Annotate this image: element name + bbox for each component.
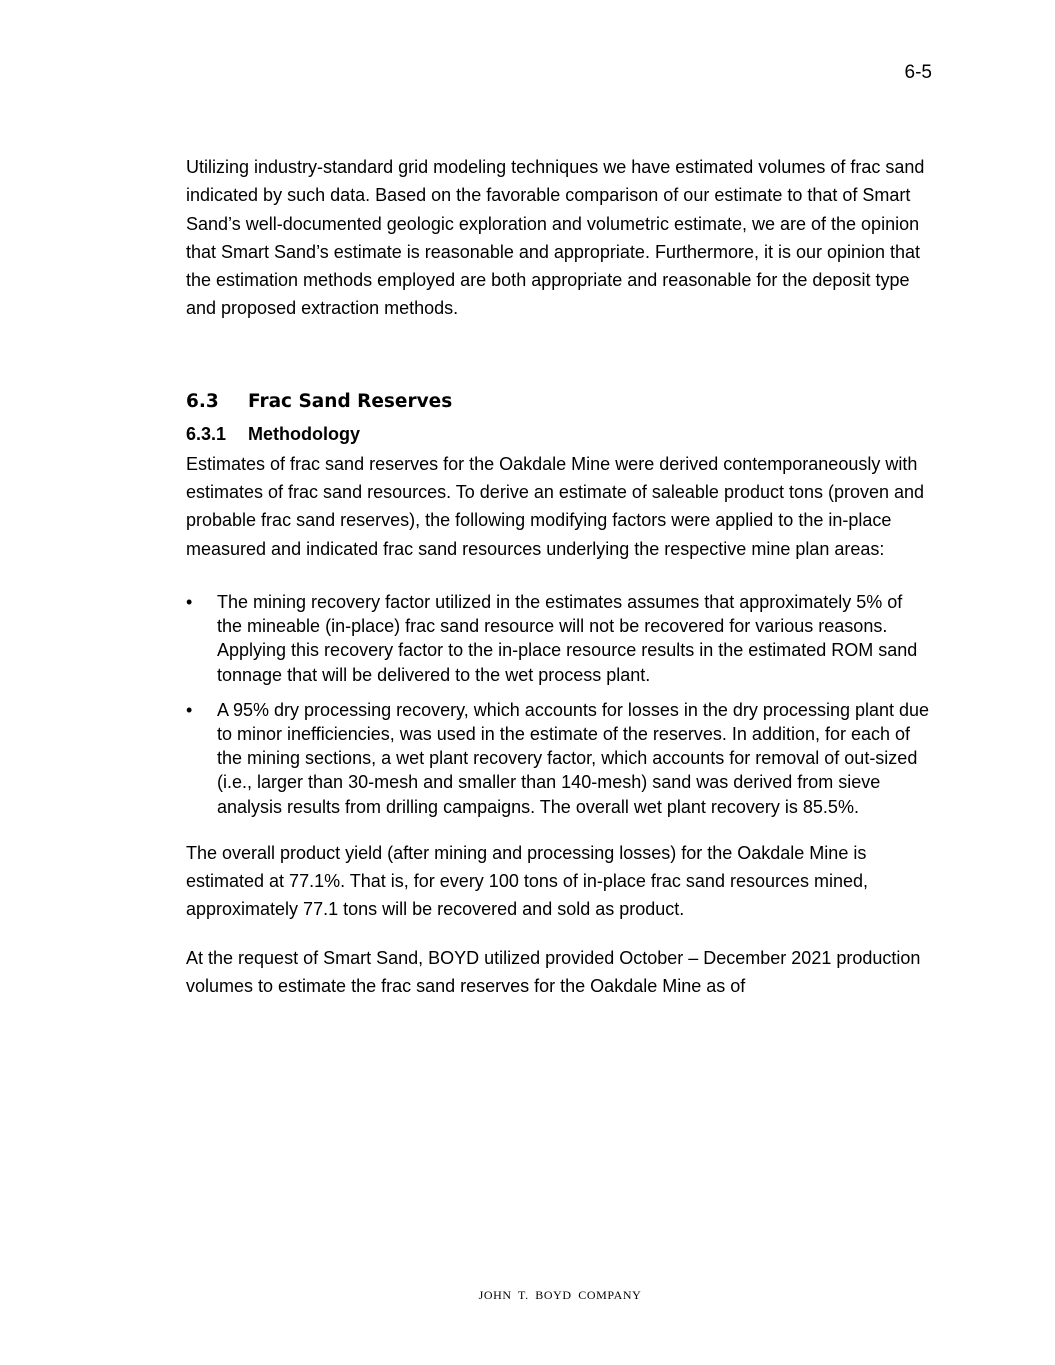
- list-item-text: A 95% dry processing recovery, which accounts for losses in the dry processing plant due to minor inefficiencies, was used in the estimate of the reserves. In addition, for each of the mining sections, a wet plant recovery factor, which accounts for removal of out-sized (i.e., larger than 30-mesh and smaller than 140-mesh) sand was derived from sieve analysis results from drilling campaigns. The overall wet plant recovery is 85.5%.: [217, 699, 930, 817]
- document-body: [186, 153, 931, 1000]
- page-number: 6-5: [904, 62, 932, 83]
- subsection-number: 6.3.1: [186, 423, 227, 444]
- section-title: Frac Sand Reserves: [248, 390, 453, 412]
- intro-paragraph: Utilizing industry-standard grid modeling techniques we have estimated volumes of frac sand indicated by such data. Based on the favorable comparison of our estimate to that of Smart Sand’s well-documented geologic exploration and volumetric estimate, we are of the opinion that Smart Sand’s estimate is reasonable and appropriate. Furthermore, it is our opinion that the estimation methods employed are both appropriate and reasonable for the deposit type and proposed extraction methods.: [186, 157, 925, 319]
- section-heading: [186, 390, 931, 414]
- subsection-title: Methodology: [248, 423, 360, 444]
- methodology-paragraph: Estimates of frac sand reserves for the Oakdale Mine were derived contemporaneously with estimates of frac sand resources. To derive an estimate of saleable product tons (proven and probable frac sand reserves), the following modifying factors were applied to the in-place measured and indicated frac sand resources underlying the respective mine plan areas:: [186, 453, 925, 559]
- list-item-text: The mining recovery factor utilized in the estimates assumes that approximately 5% of the mineable (in-place) frac sand resource will not be recovered for various reasons. Applying this recovery factor to the in-place resource results in the estimated ROM sand tonnage that will be delivered to the wet process plant.: [217, 591, 918, 685]
- footer-company: JOHN T. BOYD COMPANY: [478, 1288, 642, 1302]
- subsection-heading: [186, 422, 931, 446]
- modifying-factors-list: [186, 590, 931, 819]
- section-number: 6.3: [186, 390, 219, 412]
- yield-paragraph: The overall product yield (after mining and processing losses) for the Oakdale Mine is estimated at 77.1%. That is, for every 100 tons of in-place frac sand resources mined, approximately 77.1 tons will be recovered and sold as product.: [186, 842, 869, 920]
- list-item: [186, 590, 931, 687]
- bullet-icon: •: [186, 591, 193, 612]
- list-item: [186, 698, 931, 819]
- bullet-icon: •: [186, 699, 193, 720]
- request-paragraph: At the request of Smart Sand, BOYD utilized provided October – December 2021 production volumes to estimate the frac sand reserves for the Oakdale Mine as of: [186, 947, 921, 996]
